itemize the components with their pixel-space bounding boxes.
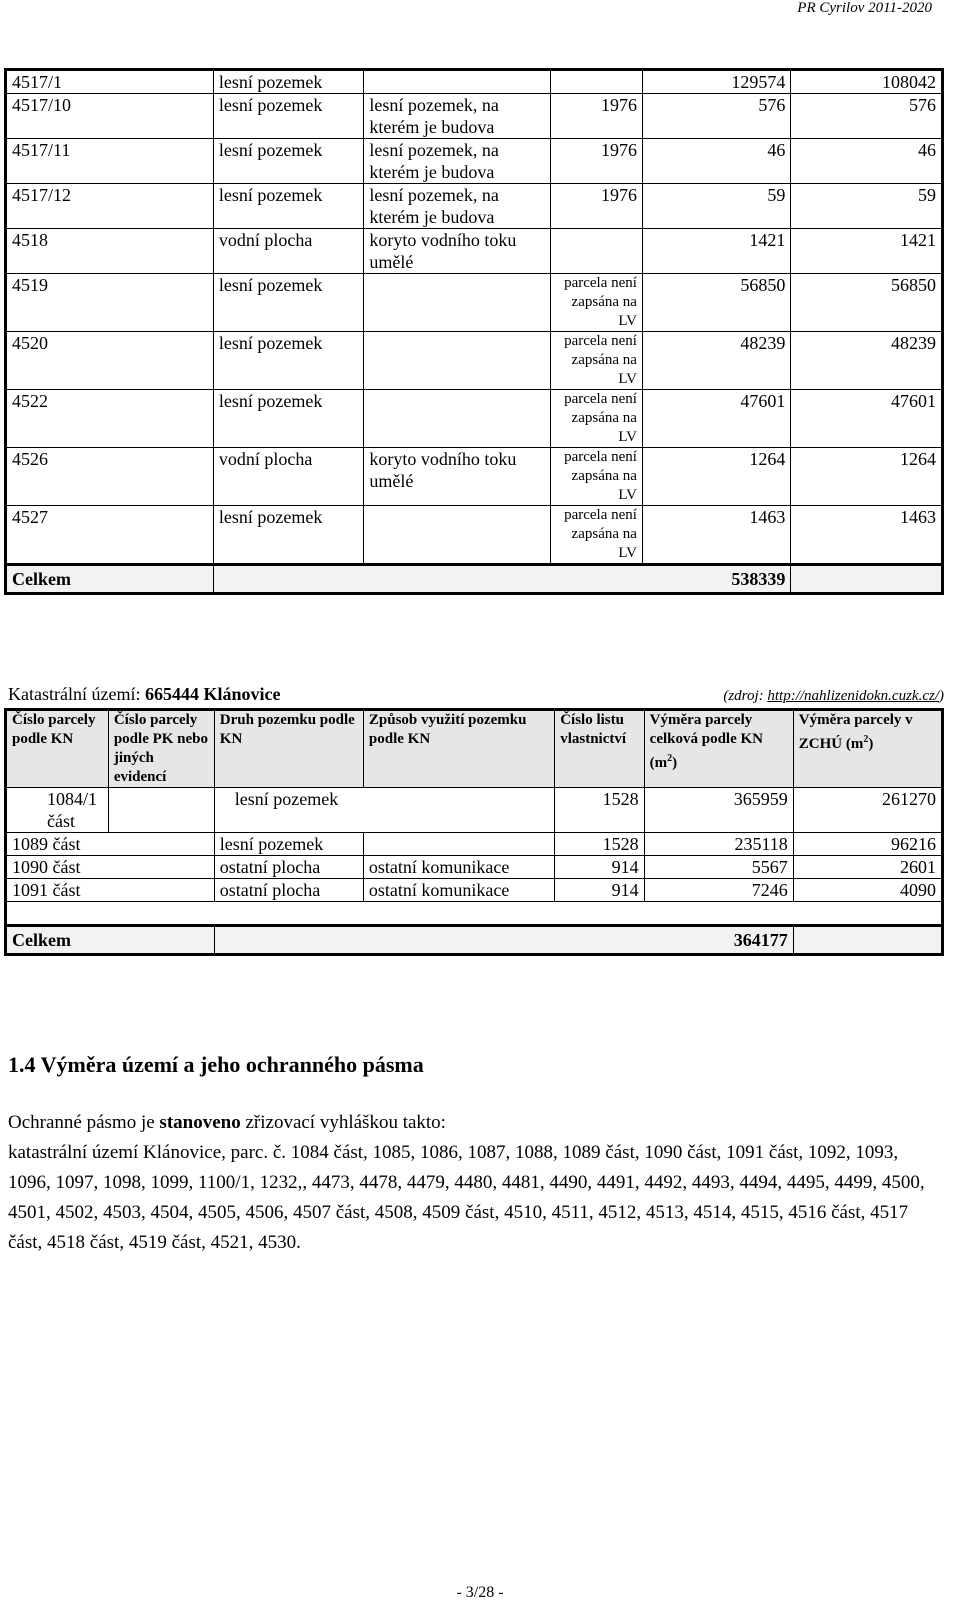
area-zchu: 1463 bbox=[791, 506, 943, 565]
header-area-zchu-text: Výměra parcely v ZCHÚ (m bbox=[798, 712, 913, 752]
area-total: 1463 bbox=[642, 506, 790, 565]
land-type: lesní pozemek bbox=[214, 833, 363, 856]
land-type: ostatní plocha bbox=[214, 879, 363, 902]
parcel-number: 1084/1 část bbox=[6, 788, 109, 833]
table-row bbox=[6, 70, 943, 94]
parcel-number: 4517/11 bbox=[6, 139, 214, 184]
land-type: vodní plocha bbox=[213, 448, 364, 506]
header-area-total-sup: 2 bbox=[667, 753, 673, 764]
land-use bbox=[364, 332, 550, 390]
land-type: vodní plocha bbox=[213, 229, 364, 274]
land-type: lesní pozemek bbox=[213, 70, 364, 94]
source-note bbox=[723, 688, 944, 705]
area-total: 48239 bbox=[642, 332, 790, 390]
cadastre-prefix: Katastrální území: bbox=[8, 684, 145, 704]
area-zchu: 59 bbox=[791, 184, 943, 229]
table-header-row bbox=[6, 710, 943, 788]
area-zchu: 56850 bbox=[791, 274, 943, 332]
area-total: 365959 bbox=[644, 788, 793, 833]
area-zchu: 47601 bbox=[791, 390, 943, 448]
parcel-number: 4526 bbox=[6, 448, 214, 506]
p1-b: stanoveno bbox=[159, 1112, 241, 1133]
header-parcel-pk: Číslo parcely podle PK nebo jiných evidencí bbox=[108, 710, 214, 788]
land-use: koryto vodního toku umělé bbox=[364, 229, 550, 274]
land-type: lesní pozemek bbox=[213, 390, 364, 448]
area-zchu: 4090 bbox=[793, 879, 942, 902]
empty-cell bbox=[6, 902, 943, 926]
land-use bbox=[364, 70, 550, 94]
land-type: lesní pozemek bbox=[214, 788, 554, 833]
area-total: 47601 bbox=[642, 390, 790, 448]
section-title: 1.4 Výměra území a jeho ochranného pásma bbox=[8, 1052, 424, 1077]
lv-number: 1976 bbox=[550, 184, 642, 229]
paragraph-parcels: katastrální území Klánovice, parc. č. 1084 část, 1085, 1086, 1087, 1088, 1089 část, 1090 část, 1091 část, 1092, 1093, 1096, 1097, 1098, 1099, 1100/1, 1232,, 4473, 4478, 4479, 4480, 4481, 4490, 4491, 4492, 4493, 4494, 4495, 4499, 4500, 4501, 4502, 4503, 4504, 4505, 4506, 4507 část, 4508, 4509 část, 4510, 4511, 4512, 4513, 4514, 4515, 4516 část, 4517 část, 4518 část, 4519 část, 4521, 4530. bbox=[8, 1142, 925, 1253]
land-use: koryto vodního toku umělé bbox=[364, 448, 550, 506]
total-value-2-text: 364177 bbox=[733, 930, 788, 950]
table-row bbox=[6, 788, 943, 833]
cadastre-label bbox=[8, 684, 280, 705]
land-use: ostatní komunikace bbox=[363, 879, 554, 902]
header-land-type: Druh pozemku podle KN bbox=[214, 710, 363, 788]
header-area-total bbox=[644, 710, 793, 788]
table-row bbox=[6, 94, 943, 139]
header-area-zchu bbox=[793, 710, 942, 788]
parcel-number: 4527 bbox=[6, 506, 214, 565]
table-row bbox=[6, 274, 943, 332]
header-area-total-close: ) bbox=[672, 755, 678, 771]
parcel-number: 4518 bbox=[6, 229, 214, 274]
parcel-table-cyrilov bbox=[4, 68, 944, 595]
header-lv-number: Číslo listu vlastnictví bbox=[555, 710, 644, 788]
lv-number: 914 bbox=[555, 856, 644, 879]
p1-a: Ochranné pásmo je bbox=[8, 1112, 160, 1133]
land-use: ostatní komunikace bbox=[363, 856, 554, 879]
parcel-number: 1090 část bbox=[6, 856, 215, 879]
land-use: lesní pozemek, na kterém je budova bbox=[364, 139, 550, 184]
table-row bbox=[6, 332, 943, 390]
total-row bbox=[6, 565, 943, 594]
area-total: 576 bbox=[642, 94, 790, 139]
area-zchu: 48239 bbox=[791, 332, 943, 390]
parcel-number: 4519 bbox=[6, 274, 214, 332]
table-row bbox=[6, 856, 943, 879]
parcel-number: 1089 část bbox=[6, 833, 215, 856]
table-row bbox=[6, 229, 943, 274]
lv-number: parcela není zapsána na LV bbox=[550, 506, 642, 565]
lv-number bbox=[550, 70, 642, 94]
table-row bbox=[6, 879, 943, 902]
protection-zone-text bbox=[8, 1108, 938, 1258]
table-row bbox=[6, 390, 943, 448]
area-total: 59 bbox=[642, 184, 790, 229]
lv-number: parcela není zapsána na LV bbox=[550, 448, 642, 506]
cadastre-value: 665444 Klánovice bbox=[144, 684, 281, 704]
total-value-2 bbox=[214, 926, 793, 955]
header-area-total-text: Výměra parcely celková podle KN (m bbox=[649, 712, 764, 771]
total-value-text: 538339 bbox=[731, 569, 786, 589]
area-zchu: 261270 bbox=[793, 788, 942, 833]
parcel-table-klanovice bbox=[4, 708, 944, 956]
lv-number: parcela není zapsána na LV bbox=[550, 274, 642, 332]
header-area-zchu-close: ) bbox=[868, 736, 874, 752]
area-zchu: 96216 bbox=[793, 833, 942, 856]
header-area-zchu-sup: 2 bbox=[863, 734, 869, 745]
area-total: 235118 bbox=[644, 833, 793, 856]
lv-number: 1976 bbox=[550, 94, 642, 139]
source-link[interactable]: http://nahlizenidokn.cuzk.cz/ bbox=[767, 688, 939, 704]
parcel-number: 4520 bbox=[6, 332, 214, 390]
area-zchu: 46 bbox=[791, 139, 943, 184]
table-row bbox=[6, 506, 943, 565]
total-empty bbox=[791, 565, 943, 594]
area-zchu: 1264 bbox=[791, 448, 943, 506]
parcel-number: 4517/10 bbox=[6, 94, 214, 139]
lv-number: parcela není zapsána na LV bbox=[550, 390, 642, 448]
page-number: - 3/28 - bbox=[456, 1584, 504, 1601]
lv-number: 914 bbox=[555, 879, 644, 902]
area-total: 129574 bbox=[642, 70, 790, 94]
land-use bbox=[363, 833, 554, 856]
lv-number: 1528 bbox=[555, 788, 644, 833]
header-land-use: Způsob využití pozemku podle KN bbox=[363, 710, 554, 788]
area-zchu: 108042 bbox=[791, 70, 943, 94]
table-row bbox=[6, 833, 943, 856]
area-zchu: 576 bbox=[791, 94, 943, 139]
table-row bbox=[6, 184, 943, 229]
parcel-number: 1091 část bbox=[6, 879, 215, 902]
land-use: lesní pozemek, na kterém je budova bbox=[364, 184, 550, 229]
total-empty-2 bbox=[793, 926, 942, 955]
parcel-number: 4522 bbox=[6, 390, 214, 448]
source-prefix: (zdroj: bbox=[723, 688, 768, 704]
total-value bbox=[213, 565, 791, 594]
area-total: 7246 bbox=[644, 879, 793, 902]
land-use bbox=[364, 274, 550, 332]
total-label: Celkem bbox=[6, 565, 214, 594]
area-total: 5567 bbox=[644, 856, 793, 879]
lv-number: parcela není zapsána na LV bbox=[550, 332, 642, 390]
parcel-pk bbox=[108, 788, 214, 833]
header-parcel-kn: Číslo parcely podle KN bbox=[6, 710, 109, 788]
p1-c: zřizovací vyhláškou takto: bbox=[240, 1112, 446, 1133]
lv-number bbox=[550, 229, 642, 274]
total-label-2: Celkem bbox=[6, 926, 215, 955]
area-total: 56850 bbox=[642, 274, 790, 332]
land-type: ostatní plocha bbox=[214, 856, 363, 879]
land-type: lesní pozemek bbox=[213, 332, 364, 390]
land-type: lesní pozemek bbox=[213, 94, 364, 139]
lv-number: 1976 bbox=[550, 139, 642, 184]
land-use bbox=[364, 390, 550, 448]
area-total: 46 bbox=[642, 139, 790, 184]
paragraph-line-1 bbox=[8, 1108, 938, 1138]
area-zchu: 1421 bbox=[791, 229, 943, 274]
land-use bbox=[364, 506, 550, 565]
source-suffix: ) bbox=[939, 688, 944, 704]
area-zchu: 2601 bbox=[793, 856, 942, 879]
table-row bbox=[6, 448, 943, 506]
empty-row bbox=[6, 902, 943, 926]
land-use: lesní pozemek, na kterém je budova bbox=[364, 94, 550, 139]
parcel-number: 4517/1 bbox=[6, 70, 214, 94]
land-type: lesní pozemek bbox=[213, 139, 364, 184]
total-row-2 bbox=[6, 926, 943, 955]
area-total: 1421 bbox=[642, 229, 790, 274]
land-type: lesní pozemek bbox=[213, 274, 364, 332]
land-type: lesní pozemek bbox=[213, 184, 364, 229]
lv-number: 1528 bbox=[555, 833, 644, 856]
land-type: lesní pozemek bbox=[213, 506, 364, 565]
area-total: 1264 bbox=[642, 448, 790, 506]
page-header: PR Cyrilov 2011-2020 bbox=[797, 0, 932, 16]
table-row bbox=[6, 139, 943, 184]
parcel-number: 4517/12 bbox=[6, 184, 214, 229]
